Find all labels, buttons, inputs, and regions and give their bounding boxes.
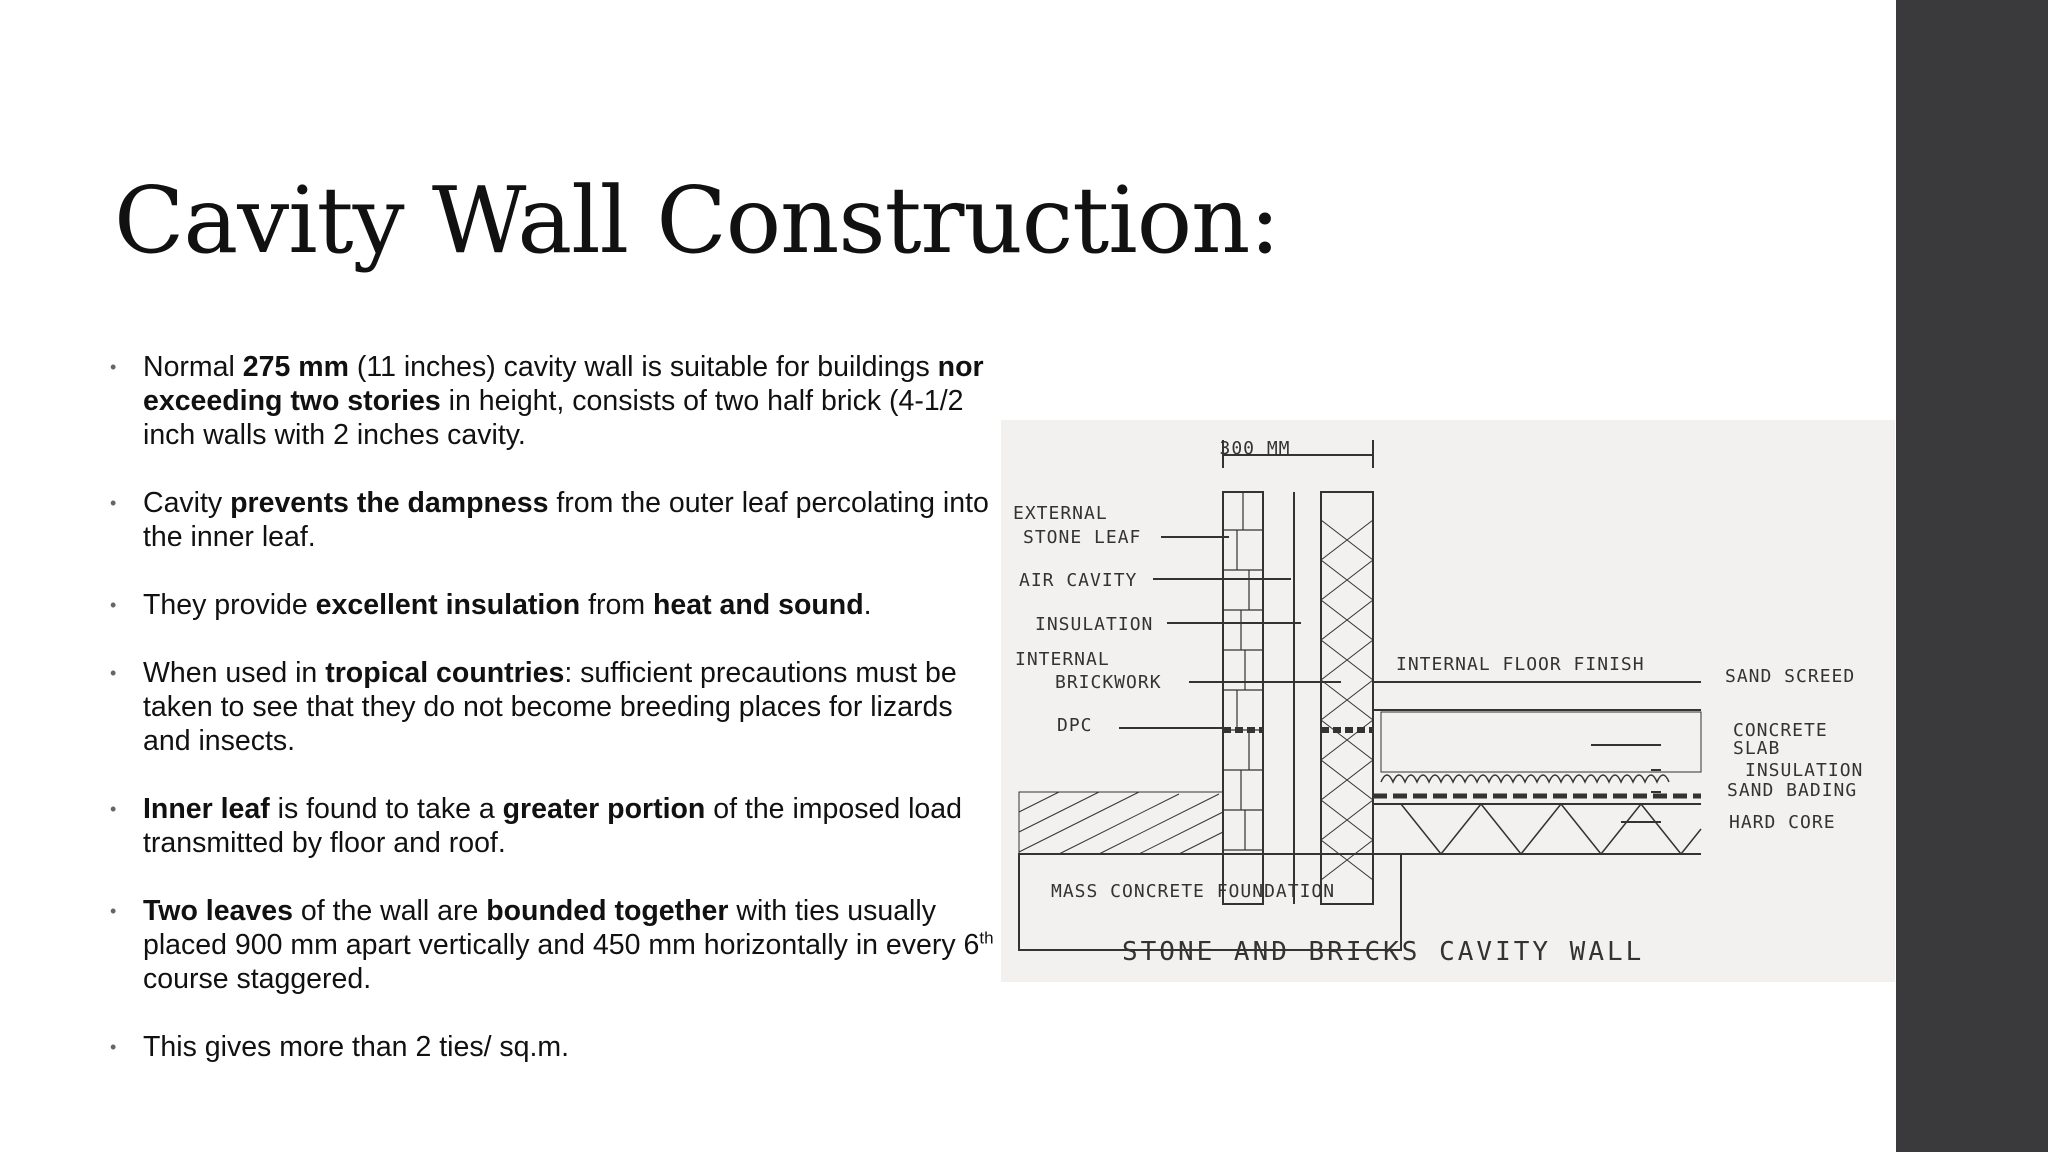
bullet-bold-text: 275 mm (242, 351, 349, 383)
bullet-bold-text: greater portion (502, 793, 706, 825)
bullet-text: from the outer leaf percolating into the inner leaf. (143, 487, 989, 553)
bullet-dot-icon: • (110, 595, 117, 615)
bullet-bold-text: heat and sound (653, 589, 864, 621)
bullet-bold-text: prevents the dampness (230, 487, 549, 519)
right-sidebar (1896, 0, 2048, 1152)
bullet-dot-icon: • (110, 493, 117, 513)
label-insulation-right: INSULATION (1745, 760, 1864, 781)
label-concrete: CONCRETE (1733, 720, 1828, 741)
brick-hatch (1321, 520, 1373, 880)
label-air-cavity: AIR CAVITY (1019, 570, 1138, 591)
right-leaders (1591, 745, 1661, 822)
bullet-dot-icon: • (110, 901, 117, 921)
bullet-dot-icon: • (110, 1037, 117, 1057)
label-external: EXTERNAL (1013, 503, 1108, 524)
bullet-text: This gives more than 2 ties/ sq.m. (143, 1031, 570, 1063)
bullet-text: of the imposed load transmitted by floor and roof. (143, 793, 962, 859)
stone-courses (1223, 492, 1263, 850)
bullet-bold-text: bounded together (486, 895, 729, 927)
bullet-text: course staggered. (143, 963, 372, 995)
label-floor-finish: INTERNAL FLOOR FINISH (1396, 654, 1645, 675)
bullet-text: with ties usually placed 900 mm apart vertically and 450 mm horizontally in every 6 (143, 895, 980, 961)
bullet-list (110, 350, 995, 1098)
insulation-layer (1381, 775, 1669, 782)
bullet-text: th (979, 928, 994, 948)
bullet-item (110, 486, 995, 554)
bullet-bold-text: nor exceeding two stories (143, 351, 984, 417)
bullet-bold-text: excellent insulation (315, 589, 581, 621)
hard-core-fill (1401, 804, 1701, 854)
bullet-text: Normal (143, 351, 243, 383)
mass-concrete-foundation (1019, 854, 1401, 950)
dimension-label: 300 MM (1219, 438, 1291, 459)
bullet-text: is found to take a (269, 793, 503, 825)
label-slab: SLAB (1733, 738, 1781, 759)
diagram-drawing (1001, 420, 1895, 982)
label-brickwork: BRICKWORK (1055, 672, 1162, 693)
bullet-bold-text: Two leaves (143, 895, 293, 927)
bullet-item (110, 894, 995, 996)
ground-hatch (1019, 792, 1223, 854)
bullet-item (110, 1030, 995, 1064)
diagram-caption: STONE AND BRICKS CAVITY WALL (1122, 937, 1645, 967)
bullet-item (110, 656, 995, 758)
label-sand-bading: SAND BADING (1727, 780, 1858, 801)
bullet-text: Cavity (143, 487, 231, 519)
external-stone-leaf (1223, 492, 1263, 904)
bullet-text: : sufficient precautions must be taken to see that they do not become breeding places for lizards and insects. (143, 657, 957, 757)
bullet-item (110, 792, 995, 860)
bullet-dot-icon: • (110, 663, 117, 683)
bullet-dot-icon: • (110, 357, 117, 377)
label-internal: INTERNAL (1015, 649, 1110, 670)
label-stone-leaf: STONE LEAF (1023, 527, 1142, 548)
bullet-item (110, 588, 995, 622)
label-insulation: INSULATION (1035, 614, 1154, 635)
bullet-dot-icon: • (110, 799, 117, 819)
bullet-text: When used in (143, 657, 326, 689)
label-dpc: DPC (1057, 715, 1093, 736)
bullet-text: from (580, 589, 654, 621)
bullet-text: . (863, 589, 872, 621)
label-sand-screed: SAND SCREED (1725, 666, 1856, 687)
concrete-slab (1381, 712, 1701, 772)
bullet-text: They provide (143, 589, 316, 621)
slide-title: Cavity Wall Construction: (114, 167, 1280, 274)
label-hard-core: HARD CORE (1729, 812, 1836, 833)
bullet-text: in height, consists of two half brick (4-1/2 inch walls with 2 inches cavity. (143, 385, 964, 451)
cavity-wall-diagram (1001, 420, 1895, 982)
bullet-text: (11 inches) cavity wall is suitable for buildings (348, 351, 938, 383)
bullet-bold-text: Inner leaf (143, 793, 270, 825)
bullet-item (110, 350, 995, 452)
label-foundation: MASS CONCRETE FOUNDATION (1051, 881, 1336, 902)
bullet-text: of the wall are (292, 895, 487, 927)
bullet-bold-text: tropical countries (325, 657, 565, 689)
